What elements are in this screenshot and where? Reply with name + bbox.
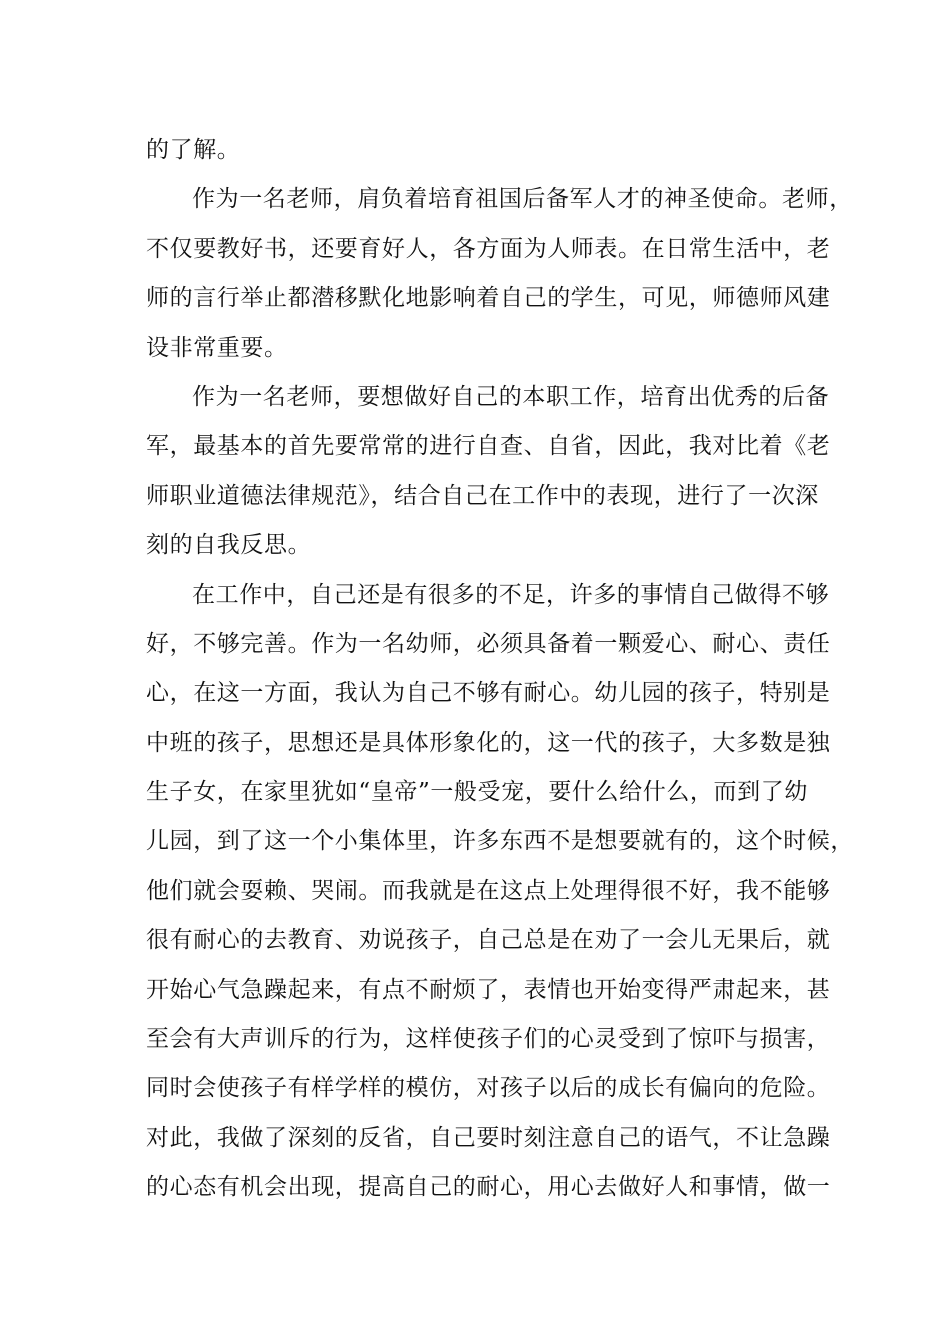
text-line: 师职业道德法律规范》，结合自己在工作中的表现，进行了一次深 (146, 482, 819, 509)
text-line: 很有耐心的去教育、劝说孩子，自己总是在劝了一会儿无果后，就 (146, 927, 831, 954)
text-line: 不仅要教好书，还要育好人，各方面为人师表。在日常生活中，老 (146, 235, 831, 262)
text-line: 心，在这一方面，我认为自己不够有耐心。幼儿园的孩子，特别是 (146, 680, 831, 707)
text-line: 中班的孩子，思想还是具体形象化的，这一代的孩子，大多数是独 (146, 729, 831, 756)
text-line: 至会有大声训斥的行为，这样使孩子们的心灵受到了惊吓与损害， (146, 1026, 831, 1053)
text-line: 儿园，到了这一个小集体里，许多东西不是想要就有的，这个时候， (146, 828, 854, 855)
text-line: 设非常重要。 (146, 334, 288, 361)
text-line: 好，不够完善。作为一名幼师，必须具备着一颗爱心、耐心、责任 (146, 630, 831, 657)
text-line: 同时会使孩子有样学样的模仿，对孩子以后的成长有偏向的危险。 (146, 1075, 831, 1102)
text-line: 开始心气急躁起来，有点不耐烦了，表情也开始变得严肃起来，甚 (146, 976, 831, 1003)
text-line: 作为一名老师，肩负着培育祖国后备军人才的神圣使命。老师， (192, 186, 853, 213)
text-line: 作为一名老师，要想做好自己的本职工作，培育出优秀的后备 (192, 383, 830, 410)
text-line: 的了解。 (146, 137, 241, 163)
text-line: 军，最基本的首先要常常的进行自查、自省，因此，我对比着《老 (146, 433, 831, 460)
text-line: 师的言行举止都潜移默化地影响着自己的学生，可见，师德师风建 (146, 285, 831, 312)
text-line: 他们就会耍赖、哭闹。而我就是在这点上处理得很不好，我不能够 (146, 877, 831, 904)
text-line: 在工作中，自己还是有很多的不足，许多的事情自己做得不够 (192, 581, 830, 608)
text-line: 的心态有机会出现，提高自己的耐心，用心去做好人和事情，做一 (146, 1174, 831, 1201)
text-line: 对此，我做了深刻的反省，自己要时刻注意自己的语气，不让急躁 (146, 1124, 831, 1151)
text-line: 生子女，在家里犹如“皇帝”一般受宠，要什么给什么，而到了幼 (146, 779, 808, 806)
document-body (146, 126, 854, 1213)
text-line: 刻的自我反思。 (146, 532, 312, 559)
